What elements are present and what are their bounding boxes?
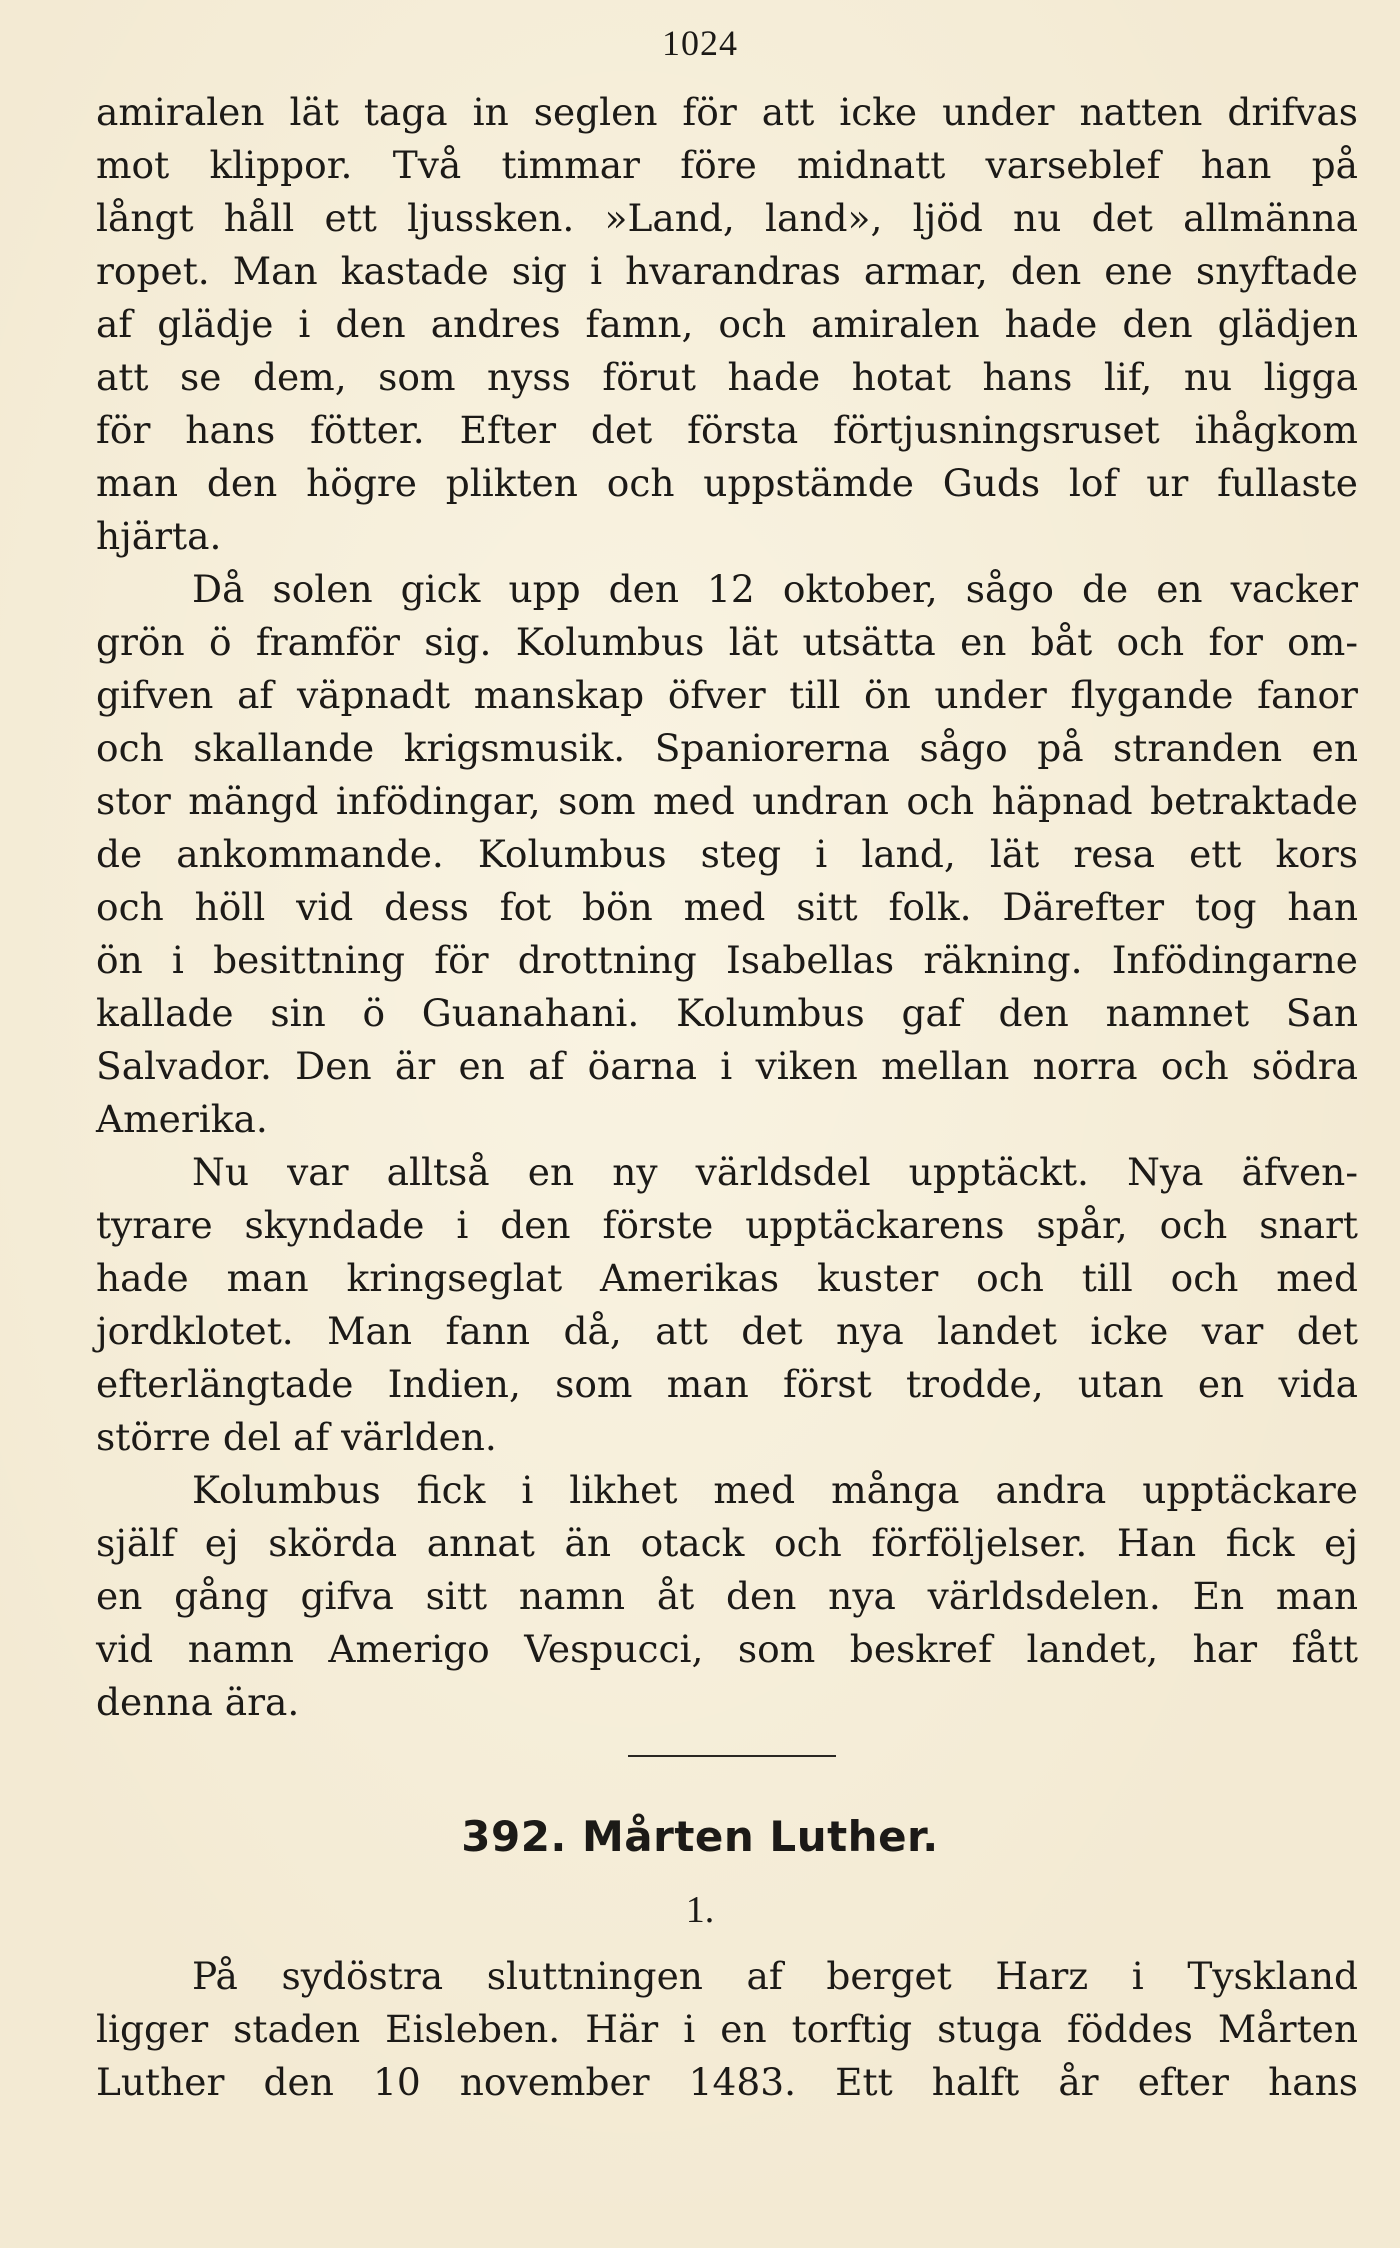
section-body-text <box>96 1950 1358 2109</box>
text-line: tyrare skyndade i den förste upptäckarens spår, och snart <box>96 1203 1358 1247</box>
text-line: af glädje i den andres famn, och amiralen hade den glädjen <box>96 302 1358 346</box>
text-line: denna ära. <box>96 1680 300 1724</box>
text-line: amiralen lät taga in seglen för att icke under natten drifvas <box>96 90 1358 134</box>
text-line: en gång gifva sitt namn åt den nya världsdelen. En man <box>96 1574 1358 1618</box>
text-line: själf ej skörda annat än otack och förföljelser. Han fick ej <box>96 1521 1358 1565</box>
text-line: och höll vid dess fot bön med sitt folk. Därefter tog han <box>96 885 1358 929</box>
text-line: mot klippor. Två timmar före midnatt varseblef han på <box>96 143 1358 187</box>
text-line: vid namn Amerigo Vespucci, som beskref landet, har fått <box>96 1627 1358 1671</box>
text-line: jordklotet. Man fann då, att det nya landet icke var det <box>96 1309 1358 1353</box>
text-line: och skallande krigsmusik. Spaniorerna sågo på stranden en <box>96 726 1358 770</box>
text-line: gifven af väpnadt manskap öfver till ön under flygande fanor <box>96 673 1358 717</box>
text-line: Då solen gick upp den 12 oktober, sågo de en vacker <box>192 567 1358 611</box>
section-divider <box>628 1755 836 1757</box>
text-line: de ankommande. Kolumbus steg i land, lät resa ett kors <box>96 832 1358 876</box>
page-number: 1024 <box>662 23 738 63</box>
text-line: På sydöstra sluttningen af berget Harz i Tyskland <box>192 1954 1358 1998</box>
text-line: att se dem, som nyss förut hade hotat hans lif, nu ligga <box>96 355 1358 399</box>
section-subtitle: 1. <box>685 1889 715 1931</box>
text-line: långt håll ett ljussken. »Land, land», ljöd nu det allmänna <box>96 196 1358 240</box>
text-line: efterlängtade Indien, som man först trodde, utan en vida <box>96 1362 1358 1406</box>
text-line: Kolumbus fick i likhet med många andra upptäckare <box>192 1468 1358 1512</box>
text-line: för hans fötter. Efter det första förtjusningsruset ihågkom <box>96 408 1358 452</box>
text-line: kallade sin ö Guanahani. Kolumbus gaf den namnet San <box>96 991 1358 1035</box>
paragraph-4 <box>96 1464 1358 1729</box>
text-line: Amerika. <box>96 1097 268 1141</box>
paragraph-1 <box>96 86 1358 563</box>
section-title: 392. Mårten Luther. <box>461 1812 939 1861</box>
text-line: stor mängd infödingar, som med undran och häpnad betraktade <box>96 779 1358 823</box>
text-line: Luther den 10 november 1483. Ett halft år efter hans <box>96 2060 1358 2104</box>
text-line: man den högre plikten och uppstämde Guds lof ur fullaste <box>96 461 1358 505</box>
text-line: större del af världen. <box>96 1415 497 1459</box>
paragraph-2 <box>96 563 1358 1146</box>
text-line: hade man kringseglat Amerikas kuster och till och med <box>96 1256 1358 1300</box>
text-line: hjärta. <box>96 514 222 558</box>
text-line: grön ö framför sig. Kolumbus lät utsätta en båt och for om- <box>96 620 1358 664</box>
paragraph-3 <box>96 1146 1358 1464</box>
section-paragraph-1 <box>96 1950 1358 2109</box>
text-line: ligger staden Eisleben. Här i en torftig stuga föddes Mårten <box>96 2007 1358 2051</box>
text-line: ropet. Man kastade sig i hvarandras armar, den ene snyftade <box>96 249 1358 293</box>
body-text <box>96 86 1358 1729</box>
text-line: Salvador. Den är en af öarna i viken mellan norra och södra <box>96 1044 1358 1088</box>
text-line: ön i besittning för drottning Isabellas räkning. Infödingarne <box>96 938 1358 982</box>
text-line: Nu var alltså en ny världsdel upptäckt. Nya äfven- <box>192 1150 1358 1194</box>
